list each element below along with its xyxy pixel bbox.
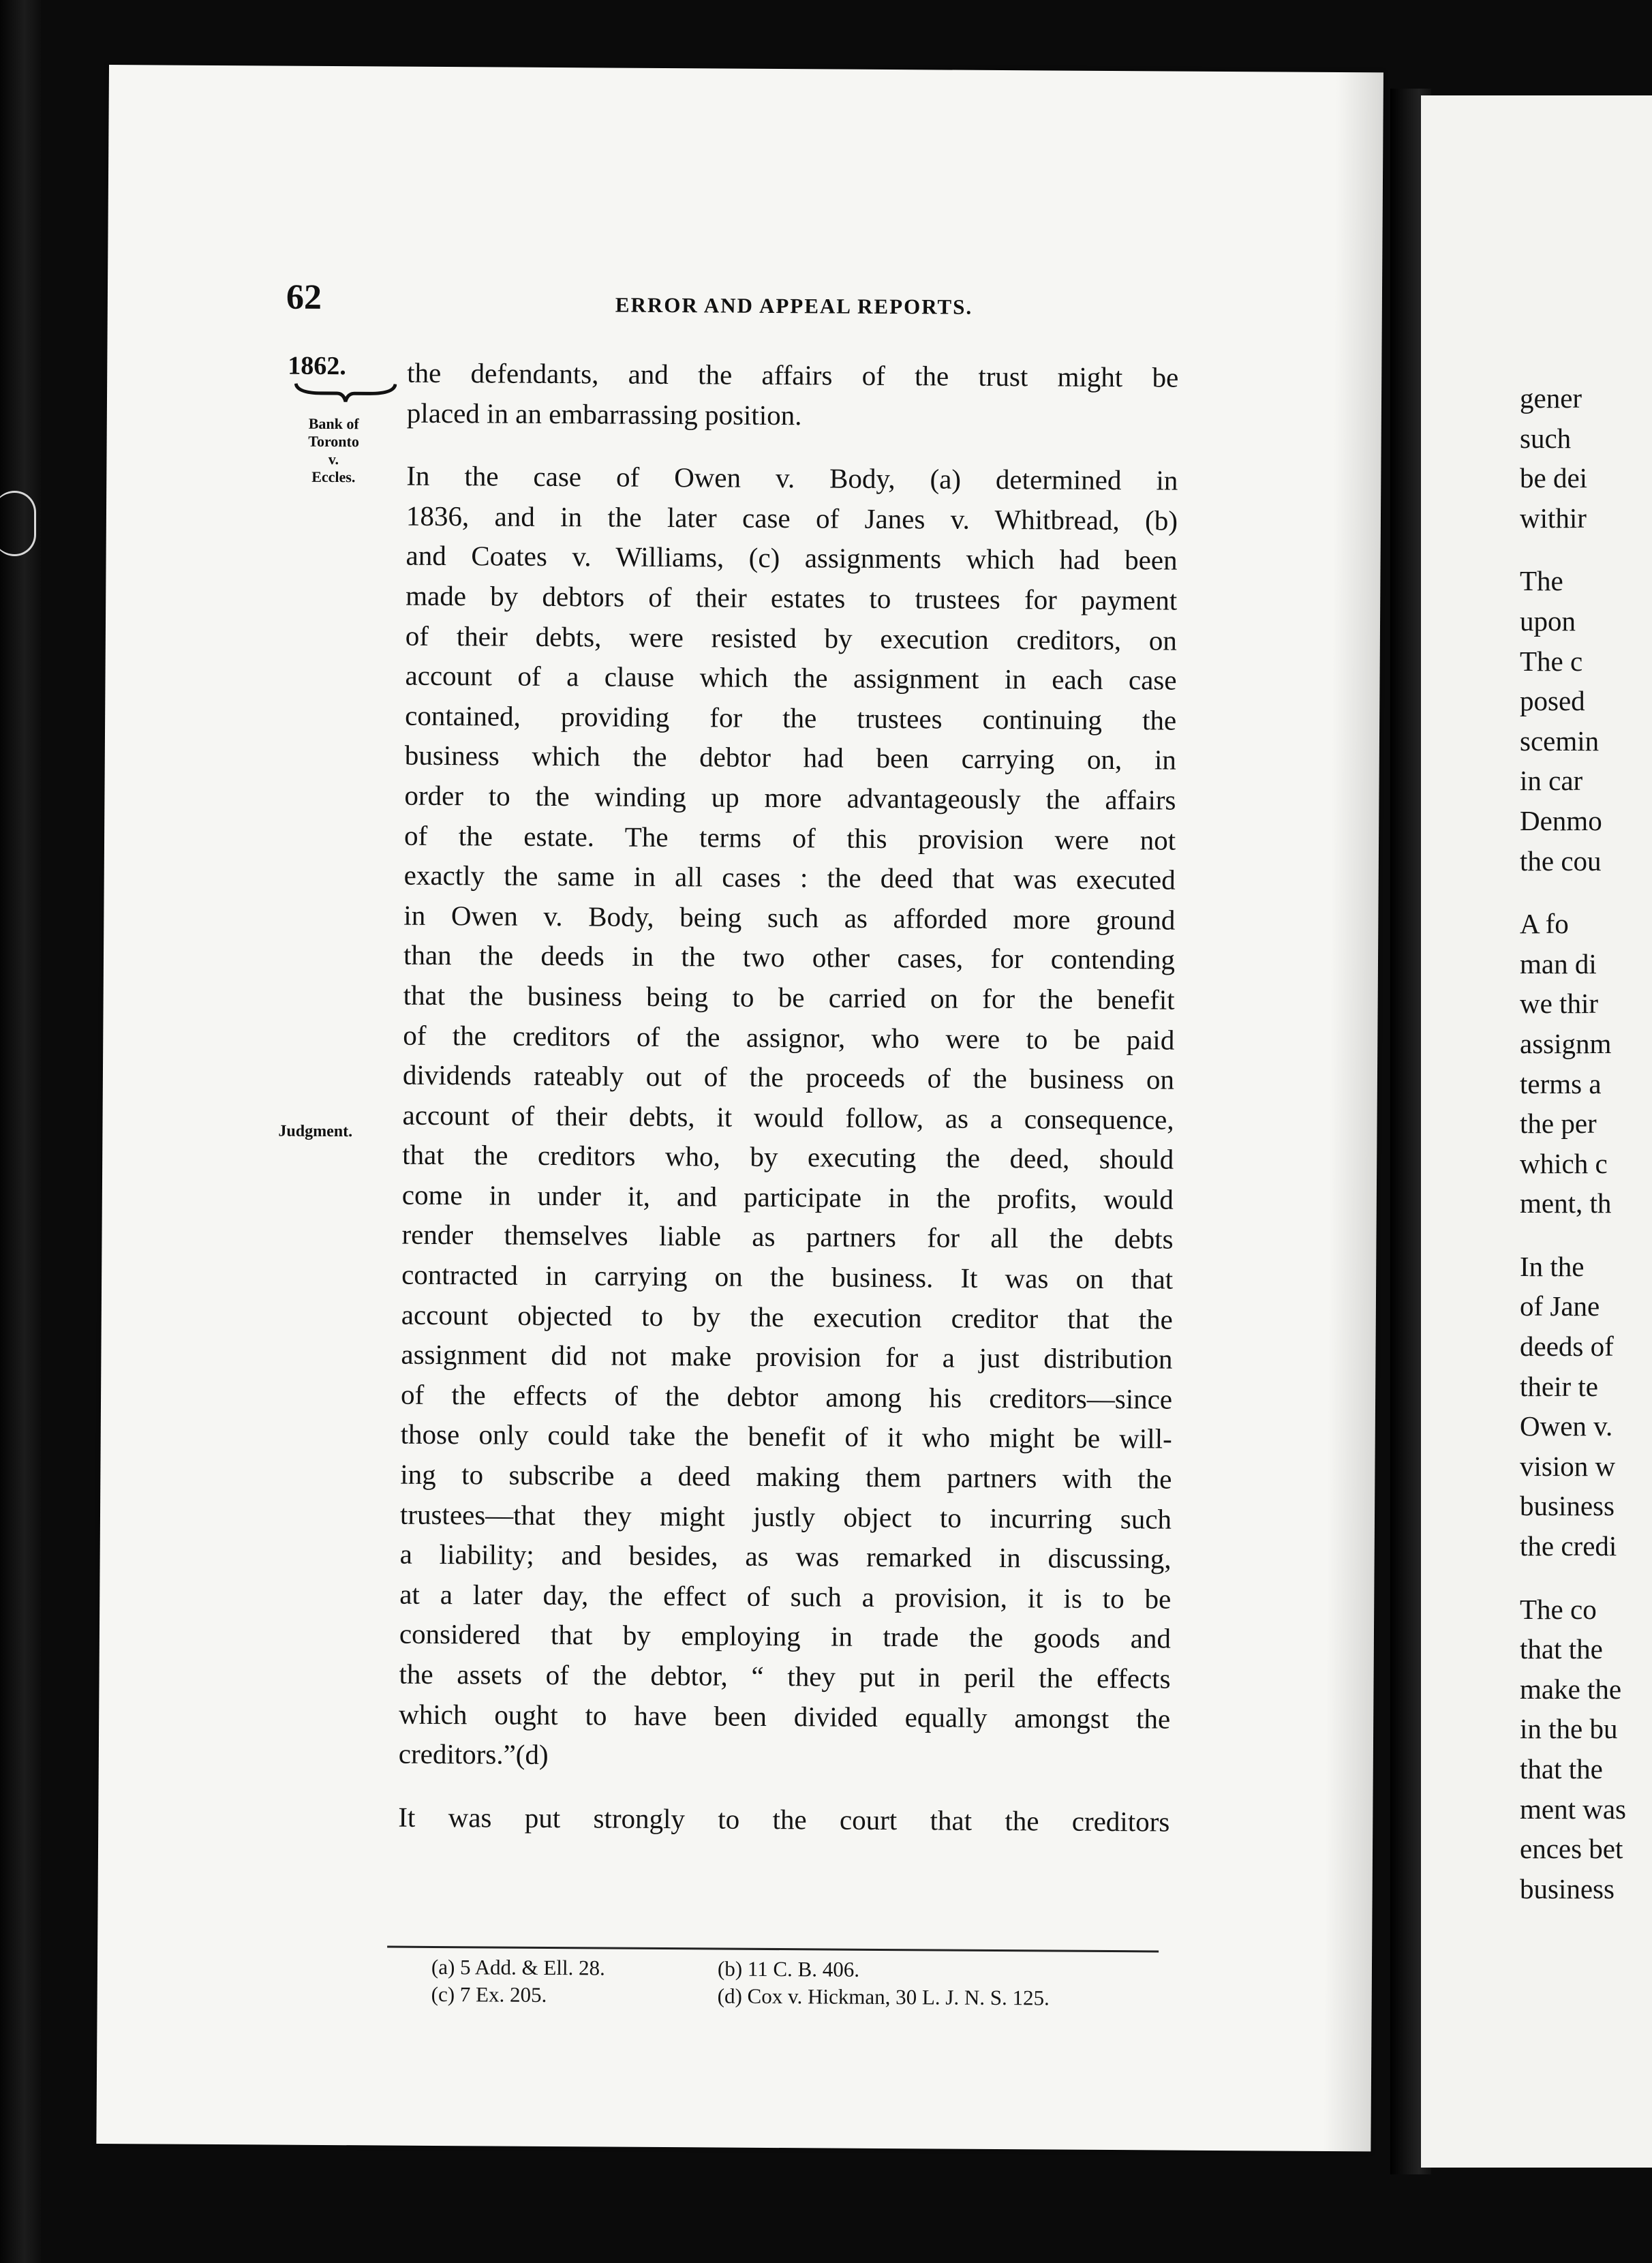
body-line: a liability; and besides, as was remarked in discussing,	[399, 1538, 1172, 1575]
thumb-mark	[0, 491, 36, 556]
body-line: ing to subscribe a deed making them partners with the	[400, 1458, 1172, 1495]
body-line: that the creditors who, by executing the deed, should	[402, 1138, 1174, 1175]
page-shade	[1323, 72, 1383, 2151]
right-page-line: ences bet	[1520, 1833, 1623, 1865]
right-page-line: terms a	[1520, 1067, 1602, 1099]
footnotes	[431, 1954, 1181, 2010]
body-line: and Coates v. Williams, (c) assignments which had been	[406, 540, 1178, 576]
body-line: which ought to have been divided equally amongst the	[399, 1698, 1171, 1735]
right-page-text	[1520, 378, 1626, 1909]
body-line: that the business being to be carried on for the benefit	[403, 979, 1175, 1016]
body-line: those only could take the benefit of it who might be will-	[400, 1418, 1172, 1455]
right-page-line: ment, th	[1520, 1187, 1612, 1219]
right-page-line: withir	[1520, 502, 1587, 534]
body-line: the defendants, and the affairs of the trust might be	[407, 356, 1179, 393]
right-page-line: deeds of	[1520, 1331, 1614, 1363]
right-page-line: we thir	[1520, 988, 1598, 1020]
right-page-line: The c	[1520, 645, 1583, 677]
body-line: account of a clause which the assignment in each case	[405, 659, 1177, 696]
body-line: dividends rateably out of the proceeds of the business on	[402, 1059, 1175, 1095]
running-head: ERROR AND APPEAL REPORTS.	[615, 292, 973, 319]
right-page-line: The	[1520, 565, 1563, 597]
right-page-line: posed	[1520, 685, 1585, 717]
paragraph-gap	[1520, 538, 1626, 561]
body-line: of the creditors of the assignor, who were to be paid	[403, 1019, 1175, 1056]
paragraph-gap	[1520, 881, 1626, 904]
body-line: order to the winding up more advantageously the affairs	[404, 779, 1176, 816]
margin-year: 1862.	[288, 351, 346, 381]
body-line: render themselves liable as partners for all the debts	[401, 1219, 1174, 1256]
right-page-line: such	[1520, 422, 1572, 454]
footnote-a: (a) 5 Add. & Ell. 28.	[431, 1954, 605, 1980]
body-line: assignment did not make provision for a just distribution	[401, 1338, 1173, 1375]
right-page-line: ment was	[1520, 1793, 1626, 1825]
right-page-line: of Jane	[1520, 1290, 1600, 1322]
margin-case-line: v.	[328, 450, 339, 468]
right-page-line: business	[1520, 1490, 1615, 1522]
right-page-line: the credi	[1520, 1530, 1617, 1562]
footnote-b: (b) 11 C. B. 406.	[717, 1956, 860, 1981]
right-page-line: which c	[1520, 1147, 1608, 1179]
body-line: account objected to by the execution creditor that the	[401, 1298, 1173, 1335]
page-number: 62	[286, 277, 322, 317]
body-line: business which the debtor had been carrying on, in	[404, 740, 1176, 776]
body-line: in Owen v. Body, being such as afforded more ground	[403, 899, 1176, 936]
margin-case-line: Toronto	[308, 432, 360, 451]
body-line: placed in an embarrassing position.	[406, 397, 802, 431]
paragraph-gap	[1520, 1224, 1626, 1247]
margin-case-line: Eccles.	[311, 468, 356, 486]
right-page-line: business	[1520, 1872, 1615, 1904]
left-page	[96, 65, 1383, 2151]
right-page-line: be dei	[1520, 462, 1588, 494]
right-page-line: the cou	[1520, 845, 1602, 877]
right-page-line: that the	[1520, 1753, 1603, 1784]
body-line: 1836, and in the later case of Janes v. Whitbread, (b)	[406, 500, 1178, 536]
body-line: of the effects of the debtor among his creditors—since	[400, 1378, 1173, 1415]
body-text	[398, 353, 1178, 1842]
body-line: creditors.”(d)	[398, 1737, 549, 1771]
right-page-line: the per	[1520, 1108, 1597, 1140]
body-line: the assets of the debtor, “ they put in peril the effects	[399, 1658, 1171, 1695]
body-line: It was put strongly to the court that the creditors	[398, 1801, 1170, 1838]
body-line: contracted in carrying on the business. It was on that	[401, 1258, 1174, 1295]
right-page-line: vision w	[1520, 1450, 1616, 1482]
body-line: account of their debts, it would follow, as a consequence,	[402, 1099, 1174, 1136]
right-page-line: make the	[1520, 1673, 1622, 1705]
body-line: of the estate. The terms of this provision were not	[403, 819, 1176, 856]
right-page-line: in car	[1520, 765, 1583, 797]
body-line: at a later day, the effect of such a provision, it is to be	[399, 1578, 1172, 1615]
body-line: trustees—that they might justly object to incurring such	[399, 1498, 1172, 1535]
margin-brace	[294, 381, 397, 404]
right-page-line: A fo	[1520, 908, 1569, 940]
body-line: exactly the same in all cases : the deed that was executed	[403, 859, 1176, 896]
right-page-line: upon	[1520, 605, 1576, 637]
scan-left-edge	[0, 0, 41, 2263]
right-page-line: The co	[1520, 1593, 1597, 1625]
body-line: than the deeds in the two other cases, for contending	[403, 939, 1176, 975]
right-page-line: Denmo	[1520, 804, 1602, 836]
margin-case-line: Bank of	[308, 414, 359, 433]
right-page-line: Owen v.	[1520, 1410, 1613, 1442]
body-line: considered that by employing in trade the goods and	[399, 1618, 1172, 1654]
body-line: In the case of Owen v. Body, (a) determined in	[406, 459, 1178, 496]
right-page-line: gener	[1520, 382, 1582, 414]
paragraph-gap	[1520, 1566, 1626, 1590]
right-page-line: their te	[1520, 1370, 1598, 1402]
footnote-d: (d) Cox v. Hickman, 30 L. J. N. S. 125.	[717, 1984, 1050, 2010]
margin-judgment: Judgment.	[278, 1122, 353, 1141]
margin-case-title	[275, 415, 392, 487]
right-page-line: that the	[1520, 1633, 1603, 1665]
body-line: contained, providing for the trustees continuing the	[405, 699, 1177, 736]
right-page-line: scemin	[1520, 725, 1600, 757]
body-line: of their debts, were resisted by execution creditors, on	[405, 620, 1178, 656]
right-page-line: assignm	[1520, 1027, 1612, 1059]
footnote-c: (c) 7 Ex. 205.	[431, 1981, 547, 2007]
right-page-line: in the bu	[1520, 1713, 1618, 1745]
right-page-line: In the	[1520, 1250, 1585, 1282]
right-page-line: man di	[1520, 947, 1597, 979]
body-line: made by debtors of their estates to trustees for payment	[406, 579, 1178, 616]
body-line: come in under it, and participate in the profits, would	[401, 1179, 1174, 1215]
footnote-rule	[387, 1946, 1159, 1953]
